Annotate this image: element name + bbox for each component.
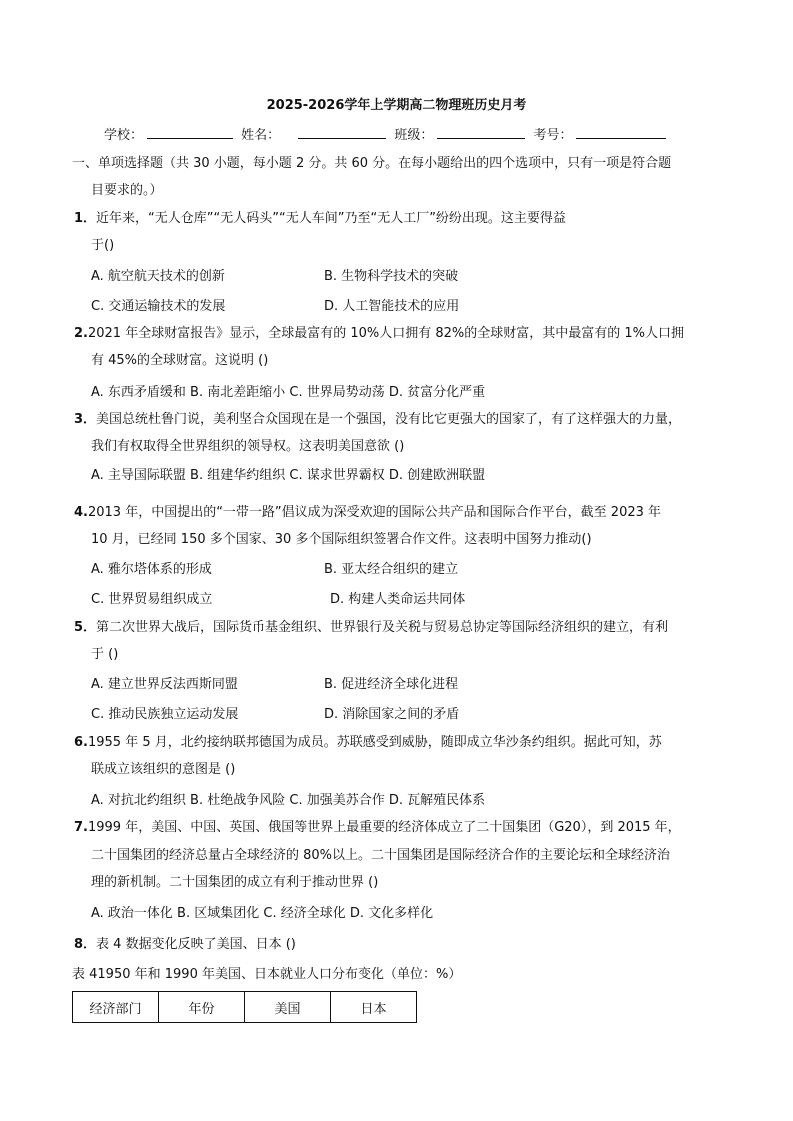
question-number: 8． [74,937,97,952]
question-7-options[interactable]: A. 政治一体化 B. 区域集团化 C. 经济全球化 D. 文化多样化 [91,906,434,921]
question-5-stem-line2: 于 () [91,647,119,662]
question-1-stem-line1 [74,207,566,226]
table-header-cell: 美国 [245,992,331,1023]
section-heading-line1: 一、单项选择题（共 30 小题，每小题 2 分。共 60 分。在每小题给出的四个选项中，只有一项是符合题 [72,156,672,171]
question-text: 美国总统杜鲁门说，美利坚合众国现在是一个强国，没有比它更强大的国家了，有了这样强大的力量， [96,412,682,427]
question-1-option-b[interactable]: B. 生物科学技术的突破 [324,269,459,284]
question-number: 1． [74,211,97,226]
question-text: 1999 年，美国、中国、英国、俄国等世界上最重要的经济体成立了二十国集团（G20），到 2015 年， [87,820,681,835]
table-header-cell: 日本 [331,992,417,1023]
question-5-option-b[interactable]: B. 促进经济全球化进程 [324,677,459,692]
question-text: 第二次世界大战后，国际货币基金组织、世界银行及关税与贸易总协定等国际经济组织的建立，有利 [96,620,669,635]
question-6-options[interactable]: A. 对抗北约组织 B. 杜绝战争风险 C. 加强美苏合作 D. 瓦解殖民体系 [91,793,486,808]
exam-no-label: 考号： [533,128,573,143]
school-label: 学校： [104,128,144,143]
table-header-row [73,992,417,1023]
student-info-fields [104,124,670,143]
question-4-option-a[interactable]: A. 雅尔塔体系的形成 [91,562,212,577]
question-1-option-a[interactable]: A. 航空航天技术的创新 [91,269,225,284]
question-7-stem-line3: 理的新机制。二十国集团的成立有利于推动世界 () [91,875,379,890]
question-6-stem-line1 [74,731,662,750]
question-3-stem-line1 [74,408,681,427]
name-blank[interactable] [298,126,386,139]
question-1-stem-line2: 于() [91,238,115,253]
question-4-option-d[interactable]: D. 构建人类命运共同体 [330,592,466,607]
question-5-option-d[interactable]: D. 消除国家之间的矛盾 [324,707,460,722]
question-1-option-c[interactable]: C. 交通运输技术的发展 [91,299,226,314]
question-text: 2021 年全球财富报告》显示，全球最富有的 10%人口拥有 82%的全球财富，其中最富有的 1%人口拥 [87,326,685,341]
question-2-options[interactable]: A. 东西矛盾缓和 B. 南北差距缩小 C. 世界局势动荡 D. 贫富分化严重 [91,385,486,400]
question-text: 2013 年，中国提出的“一带一路”倡议成为深受欢迎的国际公共产品和国际合作平台，截至 2023 年 [87,505,662,520]
question-5-option-a[interactable]: A. 建立世界反法西斯同盟 [91,677,238,692]
question-3-options[interactable]: A. 主导国际联盟 B. 组建华约组织 C. 谋求世界霸权 D. 创建欧洲联盟 [91,468,486,483]
class-blank[interactable] [437,126,525,139]
question-text: 近年来，“无人仓库”“无人码头”“无人车间”乃至“无人工厂”纷纷出现。这主要得益 [96,211,566,226]
question-6-stem-line2: 联成立该组织的意图是 () [91,762,236,777]
table-4-caption: 表 41950 年和 1990 年美国、日本就业人口分布变化（单位：%） [72,967,462,982]
question-4-stem-line2: 10 月，已经同 150 多个国家、30 多个国际组织签署合作文件。这表明中国努力推动() [91,532,592,547]
question-4-stem-line1 [74,501,661,520]
question-number: 5． [74,620,97,635]
table-header-cell: 年份 [159,992,245,1023]
exam-title: 2025-2026学年上学期高二物理班历史月考 [266,98,527,113]
question-2-stem-line1 [74,322,684,341]
question-text: 表 4 数据变化反映了美国、日本 () [96,937,296,952]
question-3-stem-line2: 我们有权取得全世界组织的领导权。这表明美国意欲 () [91,439,405,454]
question-number: 2. [74,326,88,341]
class-label: 班级： [394,128,434,143]
question-8-stem-line1 [74,933,296,952]
question-7-stem-line1 [74,816,681,835]
question-number: 7. [74,820,88,835]
question-text: 1955 年 5 月，北约接纳联邦德国为成员。苏联感受到威胁，随即成立华沙条约组织。据此可知，苏 [87,735,662,750]
table-header-cell: 经济部门 [73,992,159,1023]
question-5-option-c[interactable]: C. 推动民族独立运动发展 [91,707,239,722]
section-heading-line2: 目要求的。） [91,183,163,198]
name-label: 姓名： [241,128,281,143]
question-2-stem-line2: 有 45%的全球财富。这说明 () [91,353,269,368]
question-number: 3． [74,412,97,427]
question-5-stem-line1 [74,616,668,635]
question-4-option-c[interactable]: C. 世界贸易组织成立 [91,592,213,607]
question-1-option-d[interactable]: D. 人工智能技术的应用 [324,299,460,314]
question-4-option-b[interactable]: B. 亚太经合组织的建立 [324,562,459,577]
question-number: 6. [74,735,88,750]
exam-no-blank[interactable] [576,126,666,139]
question-number: 4. [74,505,88,520]
table-4 [72,991,417,1023]
school-blank[interactable] [147,126,233,139]
question-7-stem-line2: 二十国集团的经济总量占全球经济的 80%以上。二十国集团是国际经济合作的主要论坛和全球经济治 [91,848,671,863]
